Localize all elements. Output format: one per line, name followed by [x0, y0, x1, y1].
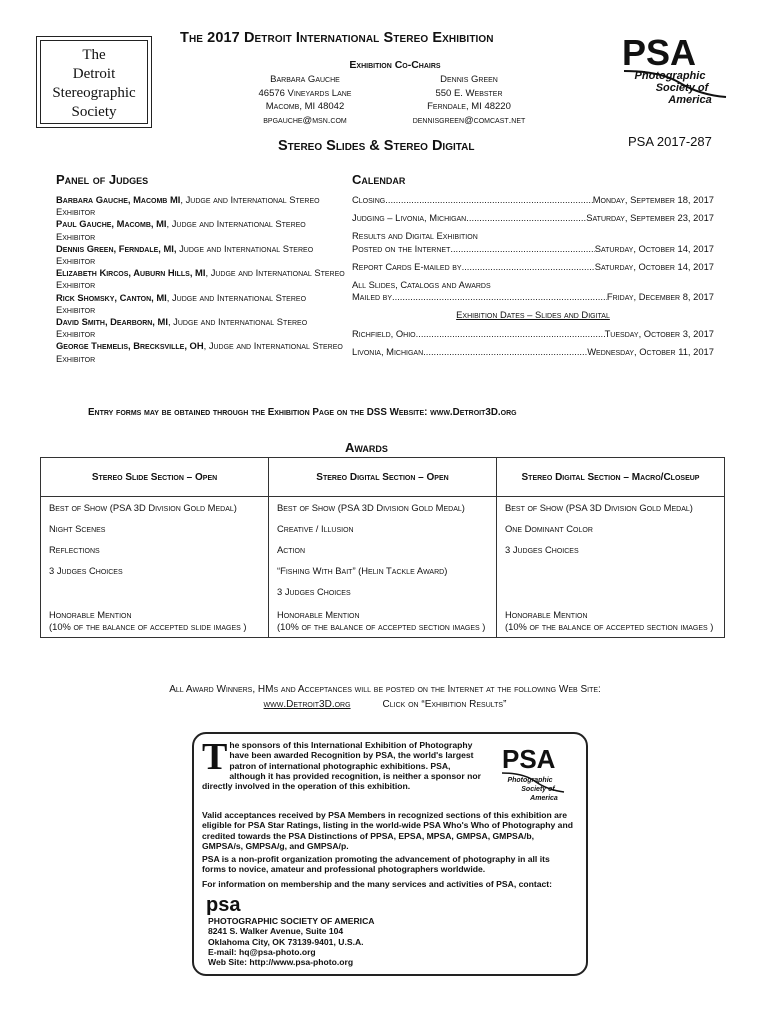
- calendar-richfield: Richfield, Ohio ..... Tuesday, October 3, 2017: [352, 328, 714, 340]
- table-row: [41, 601, 725, 638]
- table-cell: Reflections: [41, 538, 269, 559]
- judge-item: Rick Shomsky, Canton, MI, Judge and International Stereo Exhibitor: [56, 291, 307, 315]
- column-header: Stereo Digital Section – Open: [269, 458, 497, 497]
- awards-table: [40, 457, 725, 638]
- table-cell: Creative / Illusion: [269, 517, 497, 538]
- awards-header-row: [41, 458, 725, 497]
- svg-text:Society of: Society of: [521, 786, 555, 793]
- psa-address-line: PHOTOGRAPHIC SOCIETY OF AMERICA: [208, 916, 375, 926]
- calendar-closing: Closing ..... Monday, September 18, 2017: [352, 194, 714, 206]
- table-row: [41, 538, 725, 559]
- subtitle: Stereo Slides & Stereo Digital: [278, 138, 475, 154]
- cochair-1-name: Barbara Gauche: [270, 74, 340, 85]
- table-cell: 3 Judges Choices: [497, 538, 725, 559]
- psa-address-email: E-mail: hq@psa-photo.org: [208, 946, 316, 957]
- awards-heading: Awards: [345, 440, 388, 455]
- psa-box-logo: [500, 746, 566, 804]
- cochair-1-email: bpgauche@msn.com: [263, 114, 347, 126]
- svg-text:America: America: [530, 795, 558, 802]
- table-cell: [41, 601, 269, 638]
- table-cell: [41, 580, 269, 601]
- dss-line-1: The: [82, 47, 106, 63]
- judge-item: Barbara Gauche, Macomb MI, Judge and International Stereo Exhibitor: [56, 194, 320, 218]
- dss-line-4: Society: [71, 104, 117, 120]
- psa-recognition-box: [192, 732, 588, 976]
- svg-text:Photographic: Photographic: [507, 777, 553, 784]
- psa-box-para-1: The sponsors of this International Exhibition of Photography have been awarded Recognition by PSA, the world's largest patron of international photographic exhibitions. PSA, although it has provided recognition, is neither a sponsor nor directly involved in the operation of this exhibition.: [202, 736, 481, 792]
- winners-url-link[interactable]: www.Detroit3D.org: [263, 699, 351, 710]
- cochair-1: [240, 73, 370, 127]
- page-title: The 2017 Detroit International Stereo Exhibition: [180, 30, 494, 46]
- psa-logo: [620, 35, 730, 110]
- dss-logo-text: [40, 40, 148, 124]
- judge-item: Paul Gauche, Macomb, MI, Judge and International Stereo Exhibitor: [56, 218, 306, 242]
- svg-text:PSA: PSA: [502, 746, 556, 774]
- column-header: Stereo Digital Section – Macro/Closeup: [497, 458, 725, 497]
- column-header: Stereo Slide Section – Open: [41, 458, 269, 497]
- entry-forms-note: Entry forms may be obtained through the Exhibition Page on the DSS Website: www.Detroit3D.org: [88, 407, 517, 418]
- psa-box-wordmark: psa: [206, 894, 241, 916]
- calendar-list: [352, 194, 714, 358]
- psa-logo-line3: America: [668, 94, 712, 106]
- cochair-2-email: dennisgreen@comcast.net: [412, 114, 526, 126]
- table-cell: [269, 601, 497, 638]
- table-row: [41, 497, 725, 518]
- judge-item: Dennis Green, Ferndale, MI, Judge and International Stereo Exhibitor: [56, 242, 314, 267]
- cochair-2: [394, 73, 544, 127]
- hm-title: Honorable Mention: [505, 609, 588, 620]
- hm-desc: (10% of the balance of accepted section images ): [505, 621, 714, 632]
- cochair-1-city: Macomb, MI 48042: [265, 101, 345, 112]
- psa-logo-letters: PSA: [622, 35, 697, 73]
- calendar-posted: Posted on the Internet ..... Saturday, October 14, 2017: [352, 243, 714, 255]
- psa-logo-line1: Photographic: [634, 70, 706, 82]
- judges-list: [56, 194, 346, 365]
- psa-recognition-number: PSA 2017-287: [628, 134, 712, 149]
- calendar-report-cards: Report Cards E-mailed by ..... Saturday, October 14, 2017: [352, 261, 714, 273]
- table-cell: 3 Judges Choices: [269, 580, 497, 601]
- calendar-heading: Calendar: [352, 172, 406, 187]
- judge-item: David Smith, Dearborn, MI, Judge and International Stereo Exhibitor: [56, 316, 308, 340]
- calendar-judging: Judging – Livonia, Michigan ..... Saturday, September 23, 2017: [352, 212, 714, 224]
- table-row: [41, 580, 725, 601]
- table-cell: 3 Judges Choices: [41, 559, 269, 580]
- dss-logo-box: [36, 36, 152, 128]
- hm-desc: (10% of the balance of accepted slide images ): [49, 621, 247, 632]
- psa-box-dropcap: T: [202, 736, 228, 778]
- psa-address-line: 8241 S. Walker Avenue, Suite 104: [208, 926, 344, 937]
- cochairs-heading: Exhibition Co-Chairs: [349, 59, 441, 71]
- table-row: [41, 559, 725, 580]
- winners-note: [60, 682, 710, 712]
- hm-title: Honorable Mention: [49, 609, 132, 620]
- table-cell: [497, 601, 725, 638]
- calendar-results-heading: Results and Digital Exhibition: [352, 230, 478, 242]
- hm-desc: (10% of the balance of accepted section images ): [277, 621, 486, 632]
- psa-box-para-2: Valid acceptances received by PSA Members in recognized sections of this exhibition are eligible for PSA Star Ratings, listing in the world-wide PSA Who's Who of Photography and credited towards the PSA Distinctions of PPSA, EPSA, MPSA, GMPSA, GMPSA/b, GMPSA/s, GMPSA/g, and GMPSA/p.: [202, 810, 573, 851]
- hm-title: Honorable Mention: [277, 609, 360, 620]
- winners-line-1: All Award Winners, HMs and Acceptances will be posted on the Internet at the following Web Site:: [169, 684, 601, 695]
- table-cell: One Dominant Color: [497, 517, 725, 538]
- table-cell: Action: [269, 538, 497, 559]
- table-cell: [497, 580, 725, 601]
- psa-address-line: Oklahoma City, OK 73139-9401, U.S.A.: [208, 936, 364, 947]
- judge-item: Elizabeth Kircos, Auburn Hills, MI, Judge and International Stereo Exhibitor: [56, 267, 345, 291]
- table-cell: Best of Show (PSA 3D Division Gold Medal): [269, 497, 497, 518]
- calendar-livonia: Livonia, Michigan ..... Wednesday, October 11, 2017: [352, 346, 714, 358]
- table-cell: “Fishing With Bait” (Helin Tackle Award): [269, 559, 497, 580]
- table-cell: Best of Show (PSA 3D Division Gold Medal): [497, 497, 725, 518]
- dss-line-2: Detroit: [72, 66, 116, 82]
- winners-click-note: Click on “Exhibition Results”: [382, 699, 507, 710]
- calendar-mailed: Mailed by ..... Friday, December 8, 2017: [352, 291, 714, 303]
- judge-item: George Themelis, Brecksville, OH, Judge and International Stereo Exhibitor: [56, 340, 343, 364]
- table-cell: Best of Show (PSA 3D Division Gold Medal): [41, 497, 269, 518]
- exhibition-dates-heading: Exhibition Dates – Slides and Digital: [456, 309, 610, 321]
- cochair-2-street: 550 E. Webster: [435, 87, 503, 99]
- calendar-mailed-heading: All Slides, Catalogs and Awards: [352, 279, 491, 291]
- table-cell: [497, 559, 725, 580]
- psa-box-para-4: For information on membership and the many services and activities of PSA, contact:: [202, 879, 553, 889]
- psa-address-website: Web Site: http://www.psa-photo.org: [208, 957, 354, 968]
- psa-box-address: [208, 916, 374, 967]
- cochair-1-street: 46576 Vineyards Lane: [258, 87, 352, 99]
- cochair-2-city: Ferndale, MI 48220: [427, 101, 511, 112]
- psa-box-para-3: PSA is a non-profit organization promoting the advancement of photography in all its forms to novice, amateur and professional photographers worldwide.: [202, 854, 550, 875]
- table-row: [41, 517, 725, 538]
- dss-line-3: Stereographic: [52, 85, 136, 101]
- psa-logo-line2: Society of: [655, 82, 709, 94]
- table-cell: Night Scenes: [41, 517, 269, 538]
- cochair-2-name: Dennis Green: [440, 74, 498, 85]
- judges-heading: Panel of Judges: [56, 172, 149, 187]
